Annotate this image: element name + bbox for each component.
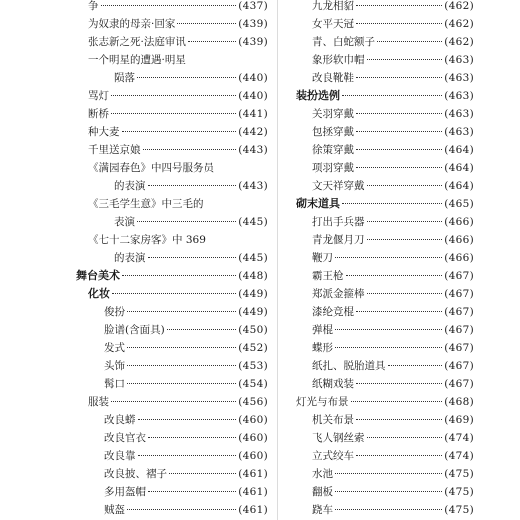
dot-leader — [111, 95, 236, 96]
toc-entry-page: (454) — [238, 378, 268, 390]
toc-entry — [296, 34, 474, 50]
toc-entry-page: (452) — [238, 342, 268, 354]
toc-entry-page: (439) — [238, 36, 268, 48]
toc-entry — [296, 142, 474, 158]
toc-entry-title: 青、白蛇额子 — [312, 36, 375, 48]
toc-entry-page: (462) — [444, 18, 474, 30]
toc-entry-page: (445) — [238, 216, 268, 228]
toc-entry-title: 种大麦 — [88, 126, 120, 138]
toc-entry-title: 《满园春色》中四号服务员 — [88, 162, 214, 174]
dot-leader — [356, 167, 442, 168]
toc-entry — [296, 16, 474, 32]
toc-entry — [88, 502, 268, 518]
toc-entry-page: (460) — [238, 432, 268, 444]
toc-entry-page: (449) — [238, 288, 268, 300]
toc-entry-title: 俊扮 — [104, 306, 125, 318]
toc-entry-page: (450) — [238, 324, 268, 336]
column-divider — [277, 0, 278, 520]
dot-leader — [342, 95, 442, 96]
toc-entry — [88, 0, 268, 14]
toc-entry-title: 改良靠 — [104, 450, 136, 462]
toc-entry-title: 关羽穿戴 — [312, 108, 354, 120]
toc-entry-title: 的表演 — [114, 252, 146, 264]
dot-leader — [367, 293, 443, 294]
toc-entry — [296, 412, 474, 428]
dot-leader — [111, 401, 236, 402]
toc-entry — [296, 88, 474, 104]
toc-entry-title: 骂灯 — [88, 90, 109, 102]
toc-entry-page: (475) — [444, 504, 474, 516]
toc-entry — [296, 340, 474, 356]
toc-entry-page: (466) — [444, 216, 474, 228]
toc-entry-page: (442) — [238, 126, 268, 138]
toc-entry-title: 《七十二家房客》中 369 — [88, 234, 206, 246]
toc-entry-title: 文天祥穿戴 — [312, 180, 365, 192]
toc-entry — [296, 178, 474, 194]
dot-leader — [122, 275, 236, 276]
toc-entry-title: 纸糊戏装 — [312, 378, 354, 390]
toc-entry-page: (474) — [444, 450, 474, 462]
toc-entry — [296, 358, 474, 374]
toc-entry-page: (464) — [444, 180, 474, 192]
toc-entry-page: (475) — [444, 468, 474, 480]
toc-entry-title: 髯口 — [104, 378, 125, 390]
toc-entry — [88, 304, 268, 320]
toc-entry-page: (463) — [444, 72, 474, 84]
toc-entry — [296, 286, 474, 302]
toc-entry — [296, 376, 474, 392]
toc-entry — [296, 502, 474, 518]
dot-leader — [356, 419, 442, 420]
toc-entry-page: (443) — [238, 144, 268, 156]
toc-entry — [88, 70, 268, 86]
toc-entry-title: 多用盔帽 — [104, 486, 146, 498]
toc-entry-title: 服装 — [88, 396, 109, 408]
toc-entry — [88, 448, 268, 464]
toc-entry — [88, 394, 268, 410]
toc-entry-page: (467) — [444, 270, 474, 282]
toc-entry-page: (463) — [444, 126, 474, 138]
dot-leader — [367, 221, 443, 222]
dot-leader — [342, 203, 442, 204]
toc-entry-page: (469) — [444, 414, 474, 426]
toc-entry-page: (461) — [238, 486, 268, 498]
toc-entry-page: (453) — [238, 360, 268, 372]
toc-entry — [88, 178, 268, 194]
toc-entry — [296, 250, 474, 266]
toc-entry-title: 脸谱(含面具) — [104, 324, 165, 336]
dot-leader — [377, 41, 442, 42]
toc-entry-title: 项羽穿戴 — [312, 162, 354, 174]
toc-entry-title: 女平天冠 — [312, 18, 354, 30]
toc-entry — [296, 484, 474, 500]
toc-entry — [88, 52, 268, 68]
dot-leader — [148, 437, 236, 438]
toc-entry-title: 表演 — [114, 216, 135, 228]
toc-entry-page: (440) — [238, 72, 268, 84]
toc-entry-page: (437) — [238, 0, 268, 12]
toc-entry-page: (468) — [444, 396, 474, 408]
toc-entry-page: (440) — [238, 90, 268, 102]
toc-entry — [88, 160, 268, 176]
dot-leader — [138, 419, 237, 420]
toc-entry-page: (443) — [238, 180, 268, 192]
dot-leader — [335, 329, 442, 330]
toc-entry-title: 九龙相貂 — [312, 0, 354, 12]
dot-leader — [346, 275, 443, 276]
dot-leader — [335, 509, 442, 510]
toc-entry — [88, 250, 268, 266]
toc-entry-page: (462) — [444, 0, 474, 12]
toc-entry-page: (463) — [444, 54, 474, 66]
toc-entry-page: (463) — [444, 90, 474, 102]
toc-entry-title: 断桥 — [88, 108, 109, 120]
toc-entry — [296, 70, 474, 86]
toc-entry-page: (445) — [238, 252, 268, 264]
toc-entry-title: 郑派金箍棒 — [312, 288, 365, 300]
dot-leader — [138, 455, 237, 456]
toc-entry — [296, 448, 474, 464]
toc-entry-title: 化妆 — [88, 287, 110, 300]
toc-entry — [88, 466, 268, 482]
dot-leader — [367, 59, 443, 60]
toc-entry — [88, 142, 268, 158]
dot-leader — [148, 257, 237, 258]
toc-entry — [88, 376, 268, 392]
dot-leader — [148, 185, 237, 186]
dot-leader — [356, 77, 442, 78]
dot-leader — [169, 473, 236, 474]
toc-entry — [88, 34, 268, 50]
dot-leader — [335, 491, 442, 492]
toc-entry — [296, 304, 474, 320]
toc-entry — [296, 196, 474, 212]
dot-leader — [356, 383, 442, 384]
toc-entry-page: (448) — [238, 270, 268, 282]
toc-entry-title: 灯光与布景 — [296, 396, 349, 408]
toc-entry — [88, 322, 268, 338]
dot-leader — [367, 239, 443, 240]
toc-entry-page: (475) — [444, 486, 474, 498]
toc-entry-page: (441) — [238, 108, 268, 120]
toc-entry-title: 霸王枪 — [312, 270, 344, 282]
toc-entry — [88, 196, 268, 212]
toc-entry-page: (449) — [238, 306, 268, 318]
toc-entry-page: (467) — [444, 342, 474, 354]
toc-entry-page: (460) — [238, 450, 268, 462]
toc-entry — [296, 52, 474, 68]
toc-entry-title: 一个明星的遭遇·明星 — [88, 54, 186, 66]
dot-leader — [167, 329, 237, 330]
toc-entry-page: (439) — [238, 18, 268, 30]
toc-entry-title: 舞台美术 — [76, 269, 120, 282]
toc-entry-title: 机关布景 — [312, 414, 354, 426]
dot-leader — [127, 311, 236, 312]
dot-leader — [143, 149, 237, 150]
dot-leader — [335, 257, 442, 258]
dot-leader — [122, 131, 237, 132]
toc-entry — [296, 268, 474, 284]
toc-entry-title: 张志新之死·法庭审讯 — [88, 36, 186, 48]
dot-leader — [111, 113, 236, 114]
dot-leader — [177, 23, 236, 24]
toc-entry-title: 蝶形 — [312, 342, 333, 354]
dot-leader — [356, 5, 442, 6]
toc-entry-page: (467) — [444, 324, 474, 336]
toc-entry — [88, 16, 268, 32]
toc-entry-title: 象形软巾帽 — [312, 54, 365, 66]
toc-entry-page: (467) — [444, 378, 474, 390]
toc-entry — [88, 340, 268, 356]
toc-entry-page: (467) — [444, 306, 474, 318]
dot-leader — [335, 347, 442, 348]
toc-entry-title: 改良披、褶子 — [104, 468, 167, 480]
toc-entry-title: 的表演 — [114, 180, 146, 192]
toc-entry-title: 改良蟒 — [104, 414, 136, 426]
toc-entry — [88, 214, 268, 230]
toc-entry — [88, 358, 268, 374]
toc-entry-title: 立式绞车 — [312, 450, 354, 462]
toc-entry — [88, 106, 268, 122]
toc-entry — [296, 124, 474, 140]
toc-entry-title: 千里送京娘 — [88, 144, 141, 156]
dot-leader — [148, 491, 236, 492]
toc-entry-title: 纸扎、脱胎道具 — [312, 360, 386, 372]
toc-entry-page: (456) — [238, 396, 268, 408]
dot-leader — [356, 311, 442, 312]
toc-entry — [88, 232, 268, 248]
toc-entry-page: (463) — [444, 108, 474, 120]
dot-leader — [137, 221, 236, 222]
toc-entry — [296, 394, 474, 410]
toc-entry-page: (466) — [444, 234, 474, 246]
toc-entry-title: 漆纶竞棍 — [312, 306, 354, 318]
toc-entry-title: 陨落 — [114, 72, 135, 84]
toc-entry — [88, 124, 268, 140]
dot-leader — [127, 347, 236, 348]
toc-entry-page: (474) — [444, 432, 474, 444]
toc-entry-title: 青龙偃月刀 — [312, 234, 365, 246]
toc-entry-title: 改良官衣 — [104, 432, 146, 444]
toc-entry — [88, 484, 268, 500]
toc-entry-title: 争 — [88, 0, 99, 12]
toc-entry-title: 包拯穿戴 — [312, 126, 354, 138]
toc-entry-page: (462) — [444, 36, 474, 48]
toc-entry-page: (464) — [444, 144, 474, 156]
toc-entry — [88, 88, 268, 104]
dot-leader — [356, 455, 442, 456]
toc-entry-title: 弹棍 — [312, 324, 333, 336]
toc-entry-title: 打出手兵器 — [312, 216, 365, 228]
dot-leader — [356, 23, 442, 24]
toc-entry — [296, 322, 474, 338]
toc-entry-title: 飞人钢丝索 — [312, 432, 365, 444]
toc-entry — [296, 0, 474, 14]
dot-leader — [351, 401, 443, 402]
dot-leader — [335, 473, 442, 474]
dot-leader — [367, 185, 443, 186]
dot-leader — [188, 41, 236, 42]
toc-entry-page: (461) — [238, 468, 268, 480]
toc-entry-title: 头饰 — [104, 360, 125, 372]
toc-entry — [296, 160, 474, 176]
toc-entry-title: 跷车 — [312, 504, 333, 516]
toc-entry — [296, 232, 474, 248]
dot-leader — [356, 149, 442, 150]
toc-entry — [88, 430, 268, 446]
dot-leader — [112, 293, 236, 294]
toc-entry-title: 《三毛学生意》中三毛的 — [88, 198, 204, 210]
dot-leader — [127, 383, 236, 384]
toc-entry-title: 改良靴鞋 — [312, 72, 354, 84]
toc-entry-page: (467) — [444, 288, 474, 300]
dot-leader — [388, 365, 443, 366]
toc-entry-page: (467) — [444, 360, 474, 372]
toc-entry — [88, 412, 268, 428]
toc-entry-page: (466) — [444, 252, 474, 264]
toc-entry — [88, 286, 268, 302]
toc-entry-title: 鞭刀 — [312, 252, 333, 264]
toc-entry-page: (461) — [238, 504, 268, 516]
toc-entry-page: (465) — [444, 198, 474, 210]
toc-entry — [296, 214, 474, 230]
toc-entry-title: 贼盔 — [104, 504, 125, 516]
toc-entry-title: 装扮选例 — [296, 89, 340, 102]
toc-entry-title: 为奴隶的母亲·回家 — [88, 18, 176, 30]
toc-entry-title: 发式 — [104, 342, 125, 354]
dot-leader — [127, 509, 236, 510]
dot-leader — [137, 77, 236, 78]
toc-entry — [296, 430, 474, 446]
toc-entry — [296, 466, 474, 482]
dot-leader — [127, 365, 236, 366]
dot-leader — [101, 5, 237, 6]
toc-entry-title: 水池 — [312, 468, 333, 480]
dot-leader — [367, 437, 443, 438]
dot-leader — [356, 113, 442, 114]
toc-entry-title: 砌末道具 — [296, 197, 340, 210]
toc-entry — [76, 268, 268, 284]
dot-leader — [356, 131, 442, 132]
toc-entry-title: 翻板 — [312, 486, 333, 498]
toc-entry-title: 徐策穿戴 — [312, 144, 354, 156]
toc-entry — [296, 106, 474, 122]
toc-entry-page: (460) — [238, 414, 268, 426]
toc-entry-page: (464) — [444, 162, 474, 174]
